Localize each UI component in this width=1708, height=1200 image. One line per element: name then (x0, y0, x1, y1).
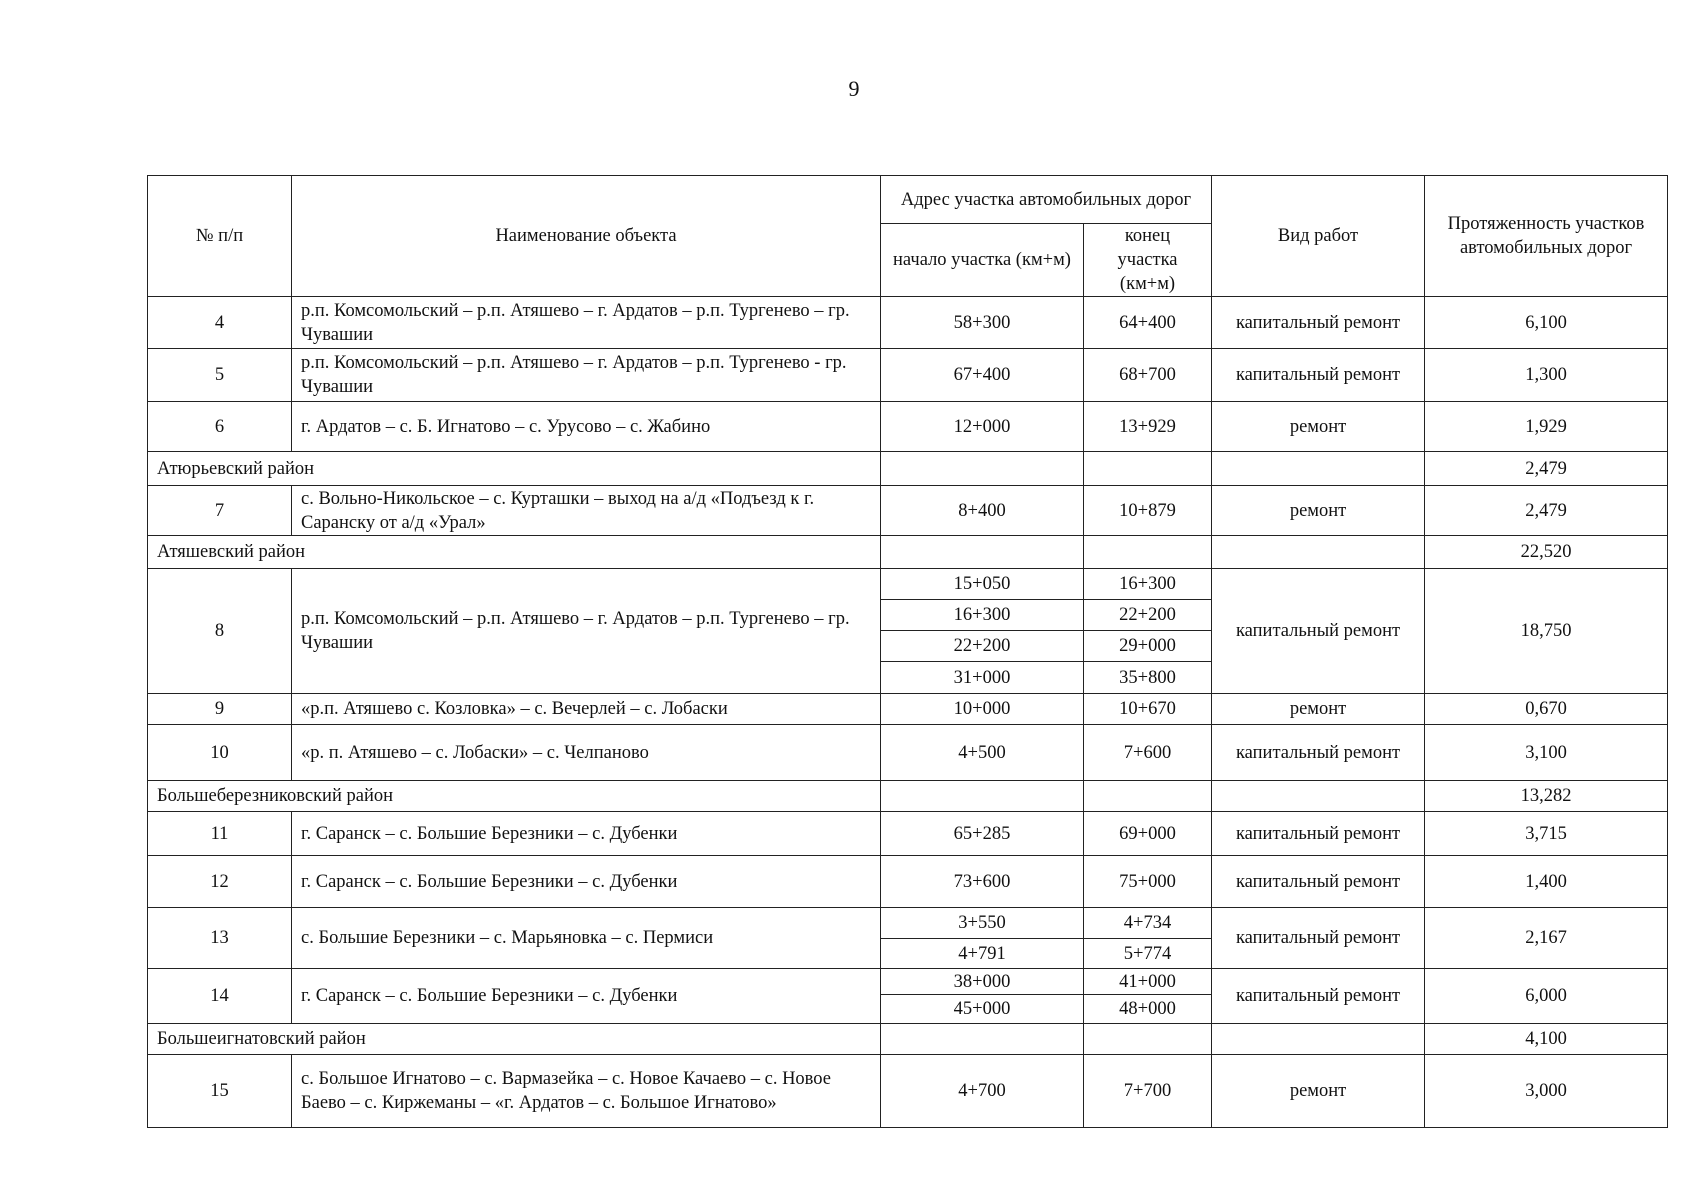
row-num: 5 (148, 349, 292, 402)
district-total: 4,100 (1425, 1024, 1668, 1055)
district-row (148, 1024, 1668, 1055)
table-row (148, 969, 1668, 995)
district-total: 22,520 (1425, 536, 1668, 569)
row-num: 11 (148, 812, 292, 856)
row-name: «р.п. Атяшево с. Козловка» – с. Вечерлей – с. Лобаски (292, 694, 881, 725)
row-length: 1,929 (1425, 402, 1668, 452)
row-num: 4 (148, 297, 292, 349)
row-length: 6,000 (1425, 969, 1668, 1024)
table-row (148, 486, 1668, 536)
row-work: капитальный ремонт (1212, 297, 1425, 349)
table-row (148, 908, 1668, 939)
header-name: Наименование объекта (292, 176, 881, 297)
row-name: р.п. Комсомольский – р.п. Атяшево – г. Ардатов – р.п. Тургенево - гр. Чувашии (292, 349, 881, 402)
table-row (148, 1055, 1668, 1128)
row-end: 7+700 (1084, 1055, 1212, 1128)
district-row (148, 781, 1668, 812)
row-length: 3,000 (1425, 1055, 1668, 1128)
district-row (148, 536, 1668, 569)
row-start: 12+000 (881, 402, 1084, 452)
district-name: Атяшевский район (148, 536, 881, 569)
district-row (148, 452, 1668, 486)
row-work: капитальный ремонт (1212, 812, 1425, 856)
row-length: 6,100 (1425, 297, 1668, 349)
row-start: 22+200 (881, 631, 1084, 662)
row-work: капитальный ремонт (1212, 969, 1425, 1024)
row-name: «р. п. Атяшево – с. Лобаски» – с. Челпаново (292, 725, 881, 781)
row-name: с. Большое Игнатово – с. Вармазейка – с. Новое Качаево – с. Новое Баево – с. Киржеманы – «г. Ардатов – с. Большое Игнатово» (292, 1055, 881, 1128)
header-length: Протяженность участков автомобильных дорог (1425, 176, 1668, 297)
row-name: с. Вольно-Никольское – с. Курташки – выход на а/д «Подъезд к г. Саранску от а/д «Урал» (292, 486, 881, 536)
road-works-table (147, 175, 1668, 1128)
row-work: капитальный ремонт (1212, 349, 1425, 402)
header-start: начало участка (км+м) (881, 224, 1084, 297)
row-end: 22+200 (1084, 600, 1212, 631)
row-end: 7+600 (1084, 725, 1212, 781)
row-work: ремонт (1212, 1055, 1425, 1128)
row-length: 2,167 (1425, 908, 1668, 969)
district-total: 2,479 (1425, 452, 1668, 486)
row-length: 2,479 (1425, 486, 1668, 536)
row-end: 68+700 (1084, 349, 1212, 402)
table-row (148, 349, 1668, 402)
row-start: 16+300 (881, 600, 1084, 631)
row-end: 16+300 (1084, 569, 1212, 600)
row-name: р.п. Комсомольский – р.п. Атяшево – г. Ардатов – р.п. Тургенево – гр. Чувашии (292, 297, 881, 349)
table-row (148, 569, 1668, 600)
table-row (148, 812, 1668, 856)
row-num: 8 (148, 569, 292, 694)
row-end: 13+929 (1084, 402, 1212, 452)
row-end: 10+879 (1084, 486, 1212, 536)
row-name: г. Ардатов – с. Б. Игнатово – с. Урусово – с. Жабино (292, 402, 881, 452)
district-total: 13,282 (1425, 781, 1668, 812)
table-row (148, 856, 1668, 908)
row-work: капитальный ремонт (1212, 569, 1425, 694)
row-name: г. Саранск – с. Большие Березники – с. Дубенки (292, 969, 881, 1024)
row-start: 65+285 (881, 812, 1084, 856)
row-end: 10+670 (1084, 694, 1212, 725)
row-num: 7 (148, 486, 292, 536)
table-row (148, 297, 1668, 349)
row-start: 3+550 (881, 908, 1084, 939)
row-num: 12 (148, 856, 292, 908)
row-start: 73+600 (881, 856, 1084, 908)
row-num: 14 (148, 969, 292, 1024)
row-work: ремонт (1212, 486, 1425, 536)
row-num: 13 (148, 908, 292, 969)
header-end: конец участка (км+м) (1084, 224, 1212, 297)
row-start: 4+791 (881, 939, 1084, 969)
row-num: 6 (148, 402, 292, 452)
row-start: 8+400 (881, 486, 1084, 536)
row-end: 5+774 (1084, 939, 1212, 969)
header-work: Вид работ (1212, 176, 1425, 297)
row-length: 18,750 (1425, 569, 1668, 694)
row-end: 41+000 (1084, 969, 1212, 995)
row-end: 64+400 (1084, 297, 1212, 349)
row-length: 3,100 (1425, 725, 1668, 781)
row-end: 75+000 (1084, 856, 1212, 908)
table-row (148, 694, 1668, 725)
row-num: 9 (148, 694, 292, 725)
district-name: Большеберезниковский район (148, 781, 881, 812)
row-work: ремонт (1212, 402, 1425, 452)
row-end: 29+000 (1084, 631, 1212, 662)
district-name: Атюрьевский район (148, 452, 881, 486)
table-row (148, 725, 1668, 781)
row-start: 4+500 (881, 725, 1084, 781)
row-start: 4+700 (881, 1055, 1084, 1128)
row-work: ремонт (1212, 694, 1425, 725)
row-start: 38+000 (881, 969, 1084, 995)
row-name: с. Большие Березники – с. Марьяновка – с. Пермиси (292, 908, 881, 969)
row-start: 31+000 (881, 662, 1084, 694)
row-work: капитальный ремонт (1212, 856, 1425, 908)
row-length: 1,400 (1425, 856, 1668, 908)
row-end: 48+000 (1084, 995, 1212, 1024)
row-work: капитальный ремонт (1212, 908, 1425, 969)
row-num: 15 (148, 1055, 292, 1128)
row-end: 69+000 (1084, 812, 1212, 856)
row-name: р.п. Комсомольский – р.п. Атяшево – г. Ардатов – р.п. Тургенево – гр. Чувашии (292, 569, 881, 694)
row-length: 3,715 (1425, 812, 1668, 856)
row-start: 67+400 (881, 349, 1084, 402)
table-row (148, 402, 1668, 452)
district-name: Большеигнатовский район (148, 1024, 881, 1055)
row-name: г. Саранск – с. Большие Березники – с. Дубенки (292, 856, 881, 908)
row-start: 10+000 (881, 694, 1084, 725)
row-start: 58+300 (881, 297, 1084, 349)
row-start: 45+000 (881, 995, 1084, 1024)
row-name: г. Саранск – с. Большие Березники – с. Дубенки (292, 812, 881, 856)
row-end: 4+734 (1084, 908, 1212, 939)
row-start: 15+050 (881, 569, 1084, 600)
row-length: 0,670 (1425, 694, 1668, 725)
page-number: 9 (848, 76, 860, 101)
header-address: Адрес участка автомобильных дорог (881, 176, 1212, 224)
row-num: 10 (148, 725, 292, 781)
header-num: № п/п (148, 176, 292, 297)
row-end: 35+800 (1084, 662, 1212, 694)
row-length: 1,300 (1425, 349, 1668, 402)
row-work: капитальный ремонт (1212, 725, 1425, 781)
